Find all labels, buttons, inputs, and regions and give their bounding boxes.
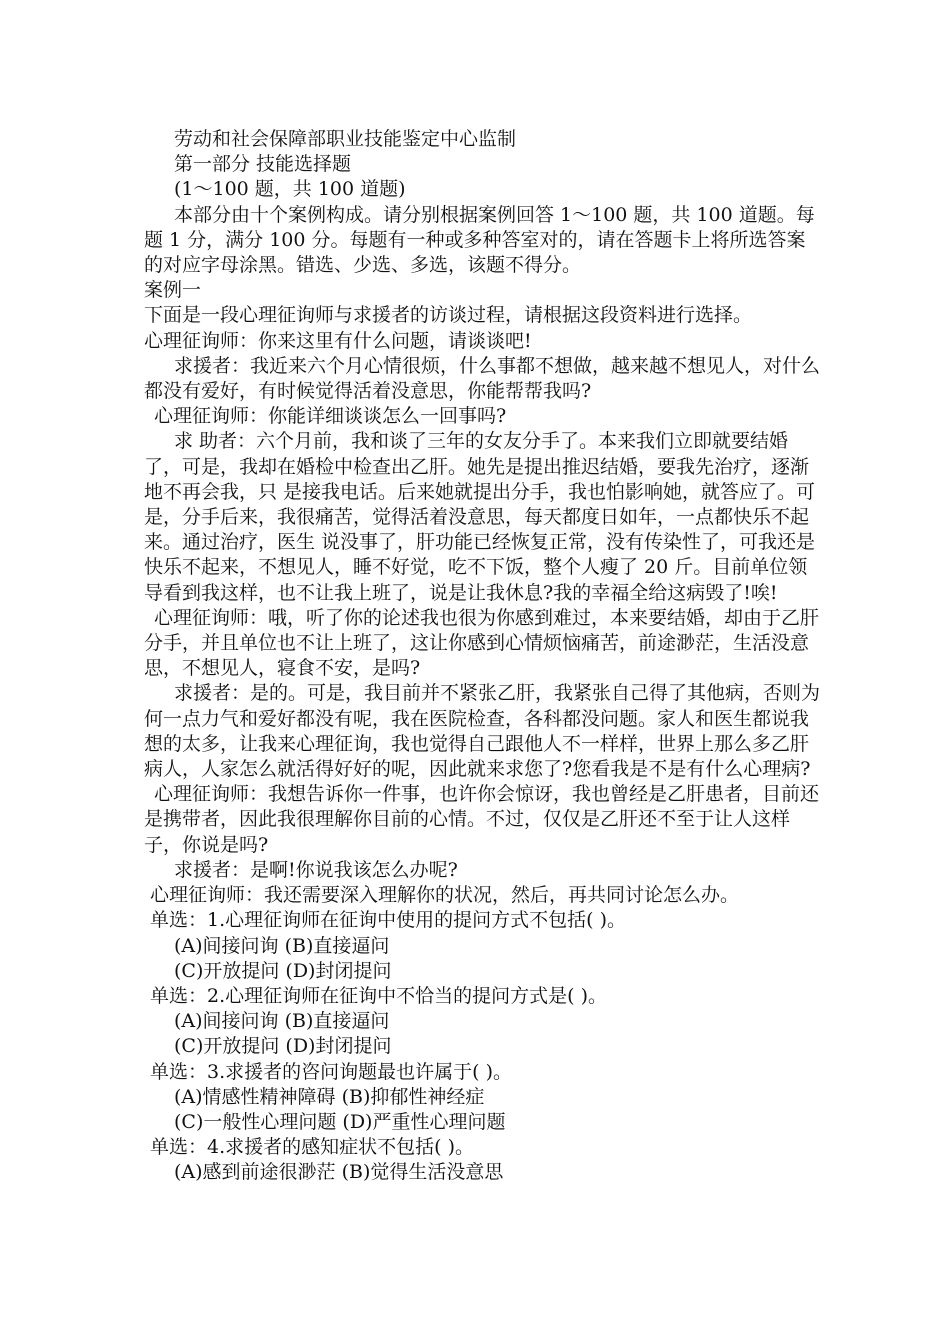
question-3-options-c-d: (C)一般性心理问题 (D)严重性心理问题 <box>174 1110 506 1133</box>
question-2-options-a-b: (A)间接问询 (B)直接逼问 <box>174 1010 390 1033</box>
dialogue-counselor-1: 心理征询师：你来这里有什么问题，请谈谈吧! <box>144 329 532 352</box>
dialogue-counselor-4: 心理征询师：我想告诉你一件事，也许你会惊讶，我也曾经是乙肝患者，目前还是携带者，因此我很理解你目前的心情。不过，仅仅是乙肝还不至于让人这样子，你说是吗? <box>144 783 820 856</box>
question-1-options-c-d: (C)开放提问 (D)封闭提问 <box>174 959 392 982</box>
question-1-stem: 单选：1.心理征询师在征询中使用的提问方式不包括( )。 <box>150 909 626 932</box>
case-title: 案例一 <box>144 279 202 302</box>
question-3-stem: 单选：3.求援者的咨问询题最也许属于( )。 <box>150 1060 512 1083</box>
question-4-stem: 单选：4.求援者的感知症状不包括( )。 <box>150 1136 474 1159</box>
dialogue-client-2: 求 助者：六个月前，我和谈了三年的女友分手了。本来我们立即就要结婚了，可是，我却在婚检中检查出乙肝。她先是提出推迟结婚，要我先治疗，逐渐地不再会我，只 是接我电话。后来她就提出分手，我也怕影响她，就答应了。可是，分手后来，我很痛苦，觉得活着没意思，每天都度日如年，一点都快乐不起来。通过治疗，医生 说没事了，肝功能已经恢复正常，没有传染性了，可我还是快乐不起来，不想见人，睡不好觉，吃不下饭，整个人瘦了 20 斤。目前单位领导看到我这样，也不让我上班了，说是让我休息?我的幸福全给这病毁了!唉! <box>144 430 816 604</box>
dialogue-client-3: 求援者：是的。可是，我目前并不紧张乙肝，我紧张自己得了其他病，否则为何一点力气和爱好都没有呢，我在医院检查，各科都没问题。家人和医生都说我想的太多，让我来心理征询，我也觉得自己跟他人不一样样，世界上那么多乙肝病人，人家怎么就活得好好的呢，因此就来求您了?您看我是不是有什么心理病? <box>144 682 821 781</box>
instructions-paragraph: 本部分由十个案例构成。请分别根据案例回答 1～100 题，共 100 道题。每题 1 分，满分 100 分。每题有一种或多种答室对的，请在答题卡上将所选答案的对应字母涂黑。错选、少选、多选，该题不得分。 <box>144 203 815 277</box>
question-2-options-c-d: (C)开放提问 (D)封闭提问 <box>174 1035 392 1058</box>
question-2-stem: 单选：2.心理征询师在征询中不恰当的提问方式是( )。 <box>150 984 607 1007</box>
case-intro: 下面是一段心理征询师与求援者的访谈过程，请根据这段资料进行选择。 <box>144 304 753 327</box>
header-range: (1～100 题，共 100 道题) <box>174 178 406 201</box>
dialogue-client-1: 求援者：我近来六个月心情很烦，什么事都不想做，越来越不想见人，对什么都没有爱好，有时候觉得活着没意思，你能帮帮我吗? <box>144 354 821 403</box>
header-part: 第一部分 技能选择题 <box>174 153 352 176</box>
question-3-options-a-b: (A)情感性精神障碍 (B)抑郁性神经症 <box>174 1085 485 1108</box>
document-page <box>144 127 824 1186</box>
question-4-options-a-b: (A)感到前途很渺茫 (B)觉得生活没意思 <box>174 1161 504 1184</box>
dialogue-counselor-5: 心理征询师：我还需要深入理解你的状况，然后，再共同讨论怎么办。 <box>150 884 740 907</box>
dialogue-counselor-3: 心理征询师：哦，听了你的论述我也很为你感到难过，本来要结婚，却由于乙肝分手，并且单位也不让上班了，这让你感到心情烦恼痛苦，前途渺茫，生活没意思，不想见人，寝食不安，是吗? <box>144 606 820 680</box>
dialogue-counselor-2: 心理征询师：你能详细谈谈怎么一回事吗? <box>154 405 507 428</box>
dialogue-client-4: 求援者：是啊!你说我该怎么办呢? <box>174 858 458 881</box>
header-org: 劳动和社会保障部职业技能鉴定中心监制 <box>174 128 517 150</box>
question-1-options-a-b: (A)间接问询 (B)直接逼问 <box>174 934 390 957</box>
